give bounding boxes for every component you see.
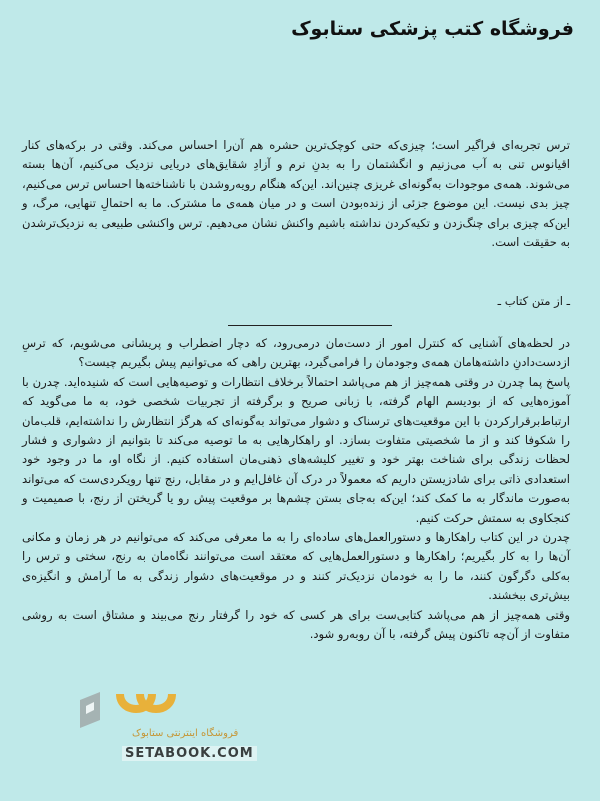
- quote-paragraph: ترس تجربه‌ای فراگیر است؛ چیزی‌که حتی کوچک‌ترین حشره هم آن‌را احساس می‌کند. وقتی در برکه‌های کنار اقیانوس تنی به آب می‌زنیم و انگشتمان را به بدنِ نرم و آزادِ شقایق‌های دریایی نزدیک می‌کنیم، آن‌ها بسته می‌شوند. همه‌ی موجودات به‌گونه‌ای غریزی چنین‌اند. این‌که هنگام رویه‌روشدن با ناشناخته‌ها احساس ترس می‌کنیم، چیز بدی نیست. این موضوع جزئی از زنده‌بودن است و در میان همه‌ی ما مشترک. ما به احتمالِ تنهایی، مرگ، و این‌که چیزی برای چنگ‌زدن و تکیه‌کردن نداشته باشیم واکنش نشان می‌دهیم. ترس واکنشی طبیعی به نزدیک‌ترشدن به حقیقت است.: [22, 138, 570, 250]
- description-paragraph: وقتی همه‌چیز از هم می‌پاشد کتابی‌ست برای هر کسی که خود را گرفتار رنج می‌بیند و مشتاق است به روشی متفاوت از آن‌چه تاکنون پیش گرفته، با آن روبه‌رو شود.: [22, 607, 570, 642]
- description-paragraph: پاسخ پما چدرن در وقتی همه‌چیز از هم می‌پاشد احتمالاً برخلاف انتظارات و توصیه‌هایی است که شنیده‌اید. چدرن با آموزه‌هایی که از بودیسم الهام گرفته، با زبانی صریح و برگرفته از تجربیات شخصی خود، به ما می‌گوید که ارتباط‌برقرارکردن با این موقعیت‌های ترسناک و دشوار می‌تواند به‌گونه‌ای که هرگز انتظارش را نداشته‌ایم، قلب‌مان را شکوفا کند و از ما شخصیتی متفاوت بسازد. او راهکارهایی به ما توصیه می‌کند تا بتوانیم از دشواری و فشار لحظات زندگی برای شناخت بهتر خود و تغییر کلیشه‌های ذهنی‌مان استفاده کنیم. از نگاه او، ما در وجود خود استعدادی ذاتی برای شادزیستن داریم که معمولاً در درک آن غافل‌ایم و در مقابل، رنج تنها رویکردی‌ست که می‌تواند به‌صورت ماندگار به ما کمک کند؛ این‌که به‌جای بستن چشم‌ها بر موقعیت پیش رو یا گریختن از رنج، با صمیمیت و کنجکاوی به سمتش حرکت کنیم.: [22, 374, 570, 525]
- description-paragraph: چدرن در این کتاب راهکارها و دستورالعمل‌های ساده‌ای را به ما معرفی می‌کند که می‌توانیم در هر زمان و مکانی آن‌ها را به کار بگیریم؛ راهکارها و دستورالعمل‌هایی که معتقد است می‌توانند نگاه‌مان به رنج، سختی و ترس را به‌کلی دگرگون کنند، ما را به خودمان نزدیک‌تر کنند و در موقعیت‌های دشوار زندگی به ما آرامش و انگیزه‌ی بیش‌تری ببخشند.: [22, 530, 570, 603]
- watermark-brand: فروشگاه اینترنتی ستابوک: [132, 728, 239, 739]
- setabook-watermark: [80, 690, 260, 770]
- description-paragraph: در لحظه‌های آشنایی که کنترل امور از دست‌مان درمی‌رود، که دچار اضطراب و پریشانی می‌شویم، که ترسِ ازدست‌دادنِ داشته‌هامان همه‌ی وجودمان را فرامی‌گیرد، بهترین راهی که می‌توانیم پیش بگیریم چیست؟: [22, 336, 570, 370]
- store-title: فروشگاه کتب پزشکی ستابوک: [291, 18, 574, 40]
- divider: [228, 325, 392, 326]
- watermark-url: SETABOOK.COM: [122, 746, 257, 761]
- description-body: [22, 334, 570, 645]
- quote-source: ـ از متن کتاب ـ: [497, 294, 570, 308]
